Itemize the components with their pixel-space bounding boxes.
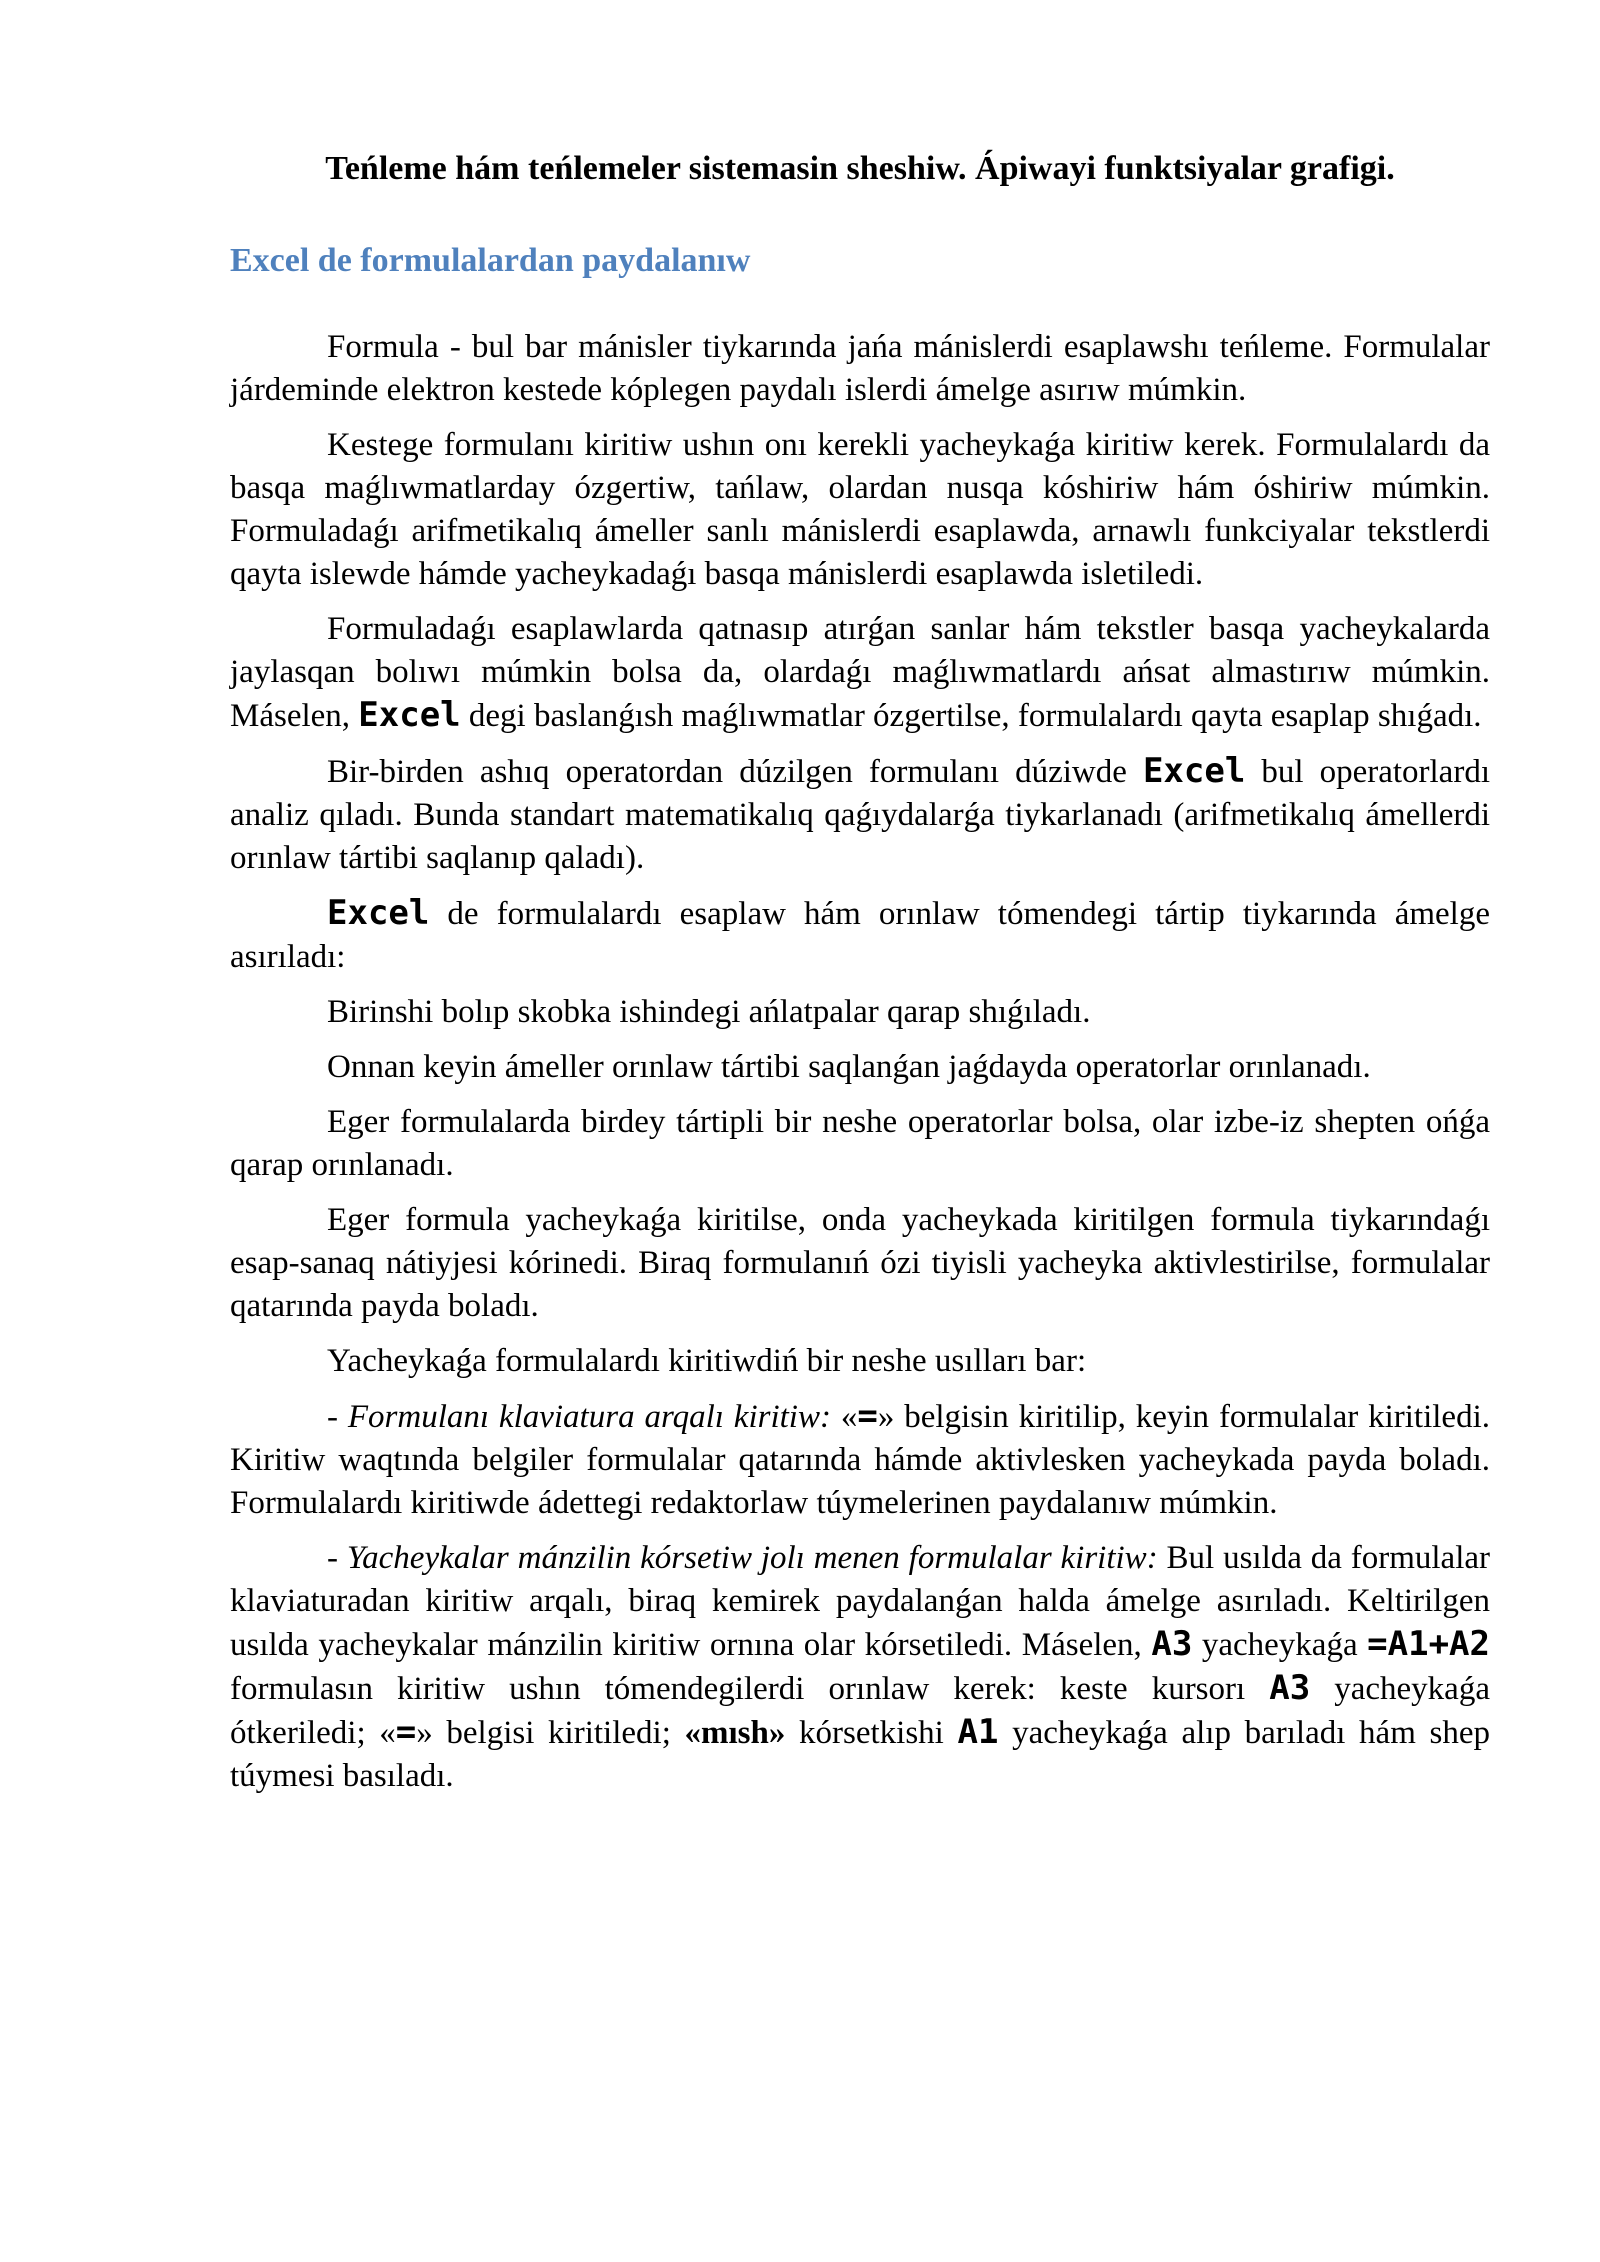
text-span: belgisin kiritilip, keyin formulalar kiritiledi. Kiritiw waqtında belgiler formulalar qatarında hámde aktivlesken yacheykada payda boladı. Formulalardı kiritiwde ádettegi redaktorlaw túymelerinen paydalanıw múmkin.	[230, 1399, 1490, 1521]
text-span: kórsetkishi	[785, 1715, 958, 1751]
equals-sign: =	[395, 1712, 417, 1752]
text-span: »	[877, 1399, 895, 1435]
paragraph-8: Eger formulalarda birdey tártipli bir neshe operatorlar bolsa, olar izbe-iz shepten ońǵa qarap orınlanadı.	[230, 1104, 1490, 1183]
text-span: de formulalardı esaplaw hám orınlaw tómendegi tártip tiykarında ámelge asırıladı:	[230, 896, 1490, 975]
paragraph-5	[230, 892, 1490, 979]
paragraph-12	[230, 1537, 1490, 1798]
text-span: yacheykaǵa	[1192, 1627, 1368, 1663]
text-span: » belgisi kiritiledi;	[416, 1715, 685, 1751]
document-title: Teńleme hám teńlemeler sistemasin sheshiw. Ápiwayi funktsiyalar grafigi.	[325, 150, 1395, 187]
cell-ref: A3	[1269, 1668, 1311, 1708]
text-span: bul operatorlardı analiz qıladı. Bunda standart matematikalıq qaǵıydalarǵa tiykarlanadı (arifmetikalıq ámellerdi orınlaw tártibi saqlanıp qaladı).	[230, 754, 1490, 876]
text-span: degi baslanǵısh maǵlıwmatlar ózgertilse, formulalardı qayta esaplap shıǵadı.	[460, 698, 1482, 734]
cell-ref: A1	[957, 1712, 999, 1752]
section-heading: Excel de formulalardan paydalanıw	[230, 242, 751, 279]
paragraph-7: Onnan keyin ámeller orınlaw tártibi saqlanǵan jaǵdayda operatorlar orınlanadı.	[327, 1049, 1371, 1085]
excel-term: Excel	[358, 695, 461, 735]
paragraph-6: Birinshi bolıp skobka ishindegi ańlatpalar qarap shıǵıladı.	[327, 994, 1091, 1030]
text-span: «	[840, 1399, 858, 1435]
paragraph-2: Kestege formulanı kiritiw ushın onı kerekli yacheykaǵa kiritiw kerek. Formulalardı da basqa maǵlıwmatlarday ózgertiw, tańlaw, olardan nusqa kóshiriw hám óshiriw múmkin. Formuladaǵı arifmetikalıq ámeller sanlı mánislerdi esaplawda, arnawlı funkciyalar tekstlerdi qayta islewde hámde yacheykadaǵı basqa mánislerdi esaplawda isletiledi.	[230, 427, 1490, 592]
paragraph-10: Yacheykaǵa formulalardı kiritiwdiń bir neshe usılları bar:	[327, 1343, 1087, 1379]
excel-term: Excel	[327, 893, 430, 933]
text-span: Bul usılda da formulalar klaviaturadan kiritiw arqalı, biraq kemirek paydalanǵan halda ámelge asırıladı. Keltirilgen usılda yacheykalar mánzilin kiritiw ornına olar kórsetiledi. Máselen,	[230, 1540, 1491, 1663]
text-span: yacheykaǵa alıp barıladı hám shep túymesi basıladı.	[230, 1715, 1490, 1794]
text-span: formulasın kiritiw ushın tómendegilerdi orınlaw kerek: keste kursorı	[230, 1671, 1270, 1707]
italic-lead: - Yacheykalar mánzilin kórsetiw jolı menen formulalar kiritiw:	[327, 1540, 1158, 1576]
text-span: Bir-birden ashıq operatordan dúzilgen formulanı dúziwde	[327, 754, 1143, 790]
formula-example: =A1+A2	[1367, 1624, 1490, 1664]
paragraph-1: Formula - bul bar mánisler tiykarında jańa mánislerdi esaplawshı teńleme. Formulalar járdeminde elektron kestede kóplegen paydalı islerdi ámelge asırıw múmkin.	[230, 329, 1490, 408]
paragraph-9: Eger formula yacheykaǵa kiritilse, onda yacheykada kiritilgen formula tiykarındaǵı esap-sanaq nátiyjesi kórinedi. Biraq formulanıń ózi tiyisli yacheyka aktivlestirilse, formulalar qatarında payda boladı.	[230, 1202, 1490, 1324]
text-span: yacheykaǵa ótkeriledi; «	[230, 1671, 1490, 1751]
paragraph-11	[230, 1395, 1490, 1525]
mish-term: «mısh»	[684, 1715, 786, 1751]
italic-lead: - Formulanı klaviatura arqalı kiritiw:	[327, 1399, 841, 1435]
paragraph-3	[230, 608, 1490, 738]
document-page	[230, 148, 1490, 1810]
text-span: Formuladaǵı esaplawlarda qatnasıp atırǵan sanlar hám tekstler basqa yacheykalarda jaylasqan bolıwı múmkin bolsa da, olardaǵı maǵlıwmatlardı ańsat almastırıw múmkin. Máselen,	[230, 611, 1490, 734]
excel-term: Excel	[1142, 751, 1246, 791]
equals-sign: =	[857, 1396, 878, 1436]
paragraph-4	[230, 750, 1490, 880]
cell-ref: A3	[1151, 1624, 1193, 1664]
